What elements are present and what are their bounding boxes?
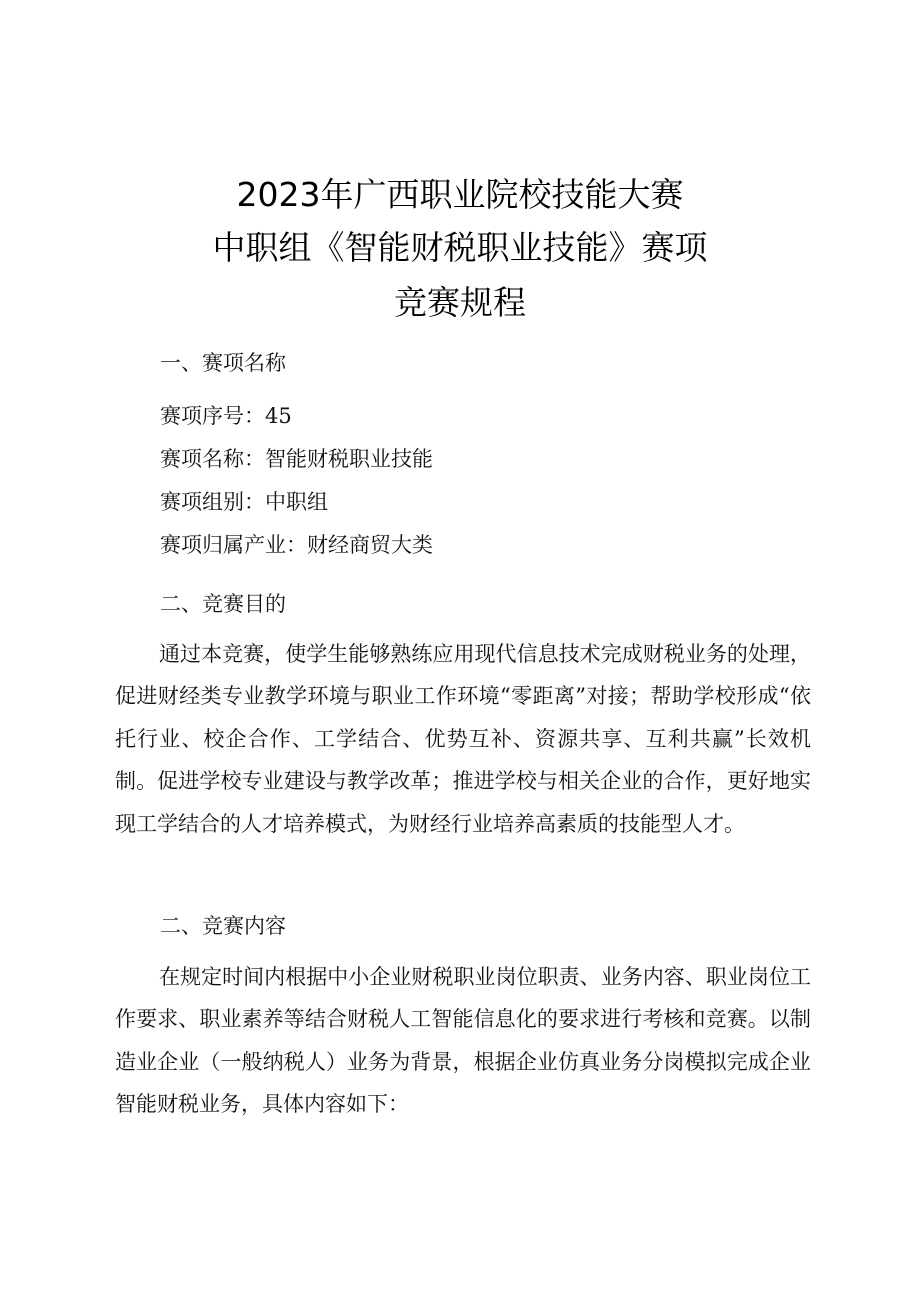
- event-number-line: 赛项序号：45: [160, 404, 292, 428]
- section-heading-event-name: 一、赛项名称: [160, 351, 286, 375]
- doc-title-line-2: 中职组《智能财税职业技能》赛项: [212, 228, 708, 267]
- doc-title-line-1: 2023年广西职业院校技能大赛: [236, 175, 684, 214]
- event-industry-line: 赛项归属产业：财经商贸大类: [160, 533, 433, 557]
- event-group-line: 赛项组别：中职组: [160, 490, 328, 514]
- doc-title-line-3: 竞赛规程: [394, 283, 526, 322]
- purpose-paragraph: 通过本竞赛，使学生能够熟练应用现代信息技术完成财税业务的处理，促进财经类专业教学环境与职业工作环境“零距离”对接；帮助学校形成“依托行业、校企合作、工学结合、优势互补、资源共享、互利共赢”长效机制。促进学校专业建设与教学改革；推进学校与相关企业的合作，更好地实现工学结合的人才培养模式，为财经行业培养高素质的技能型人才。: [115, 642, 811, 836]
- content-paragraph: 在规定时间内根据中小企业财税职业岗位职责、业务内容、职业岗位工作要求、职业素养等结合财税人工智能信息化的要求进行考核和竞赛。以制造业企业（一般纳税人）业务为背景，根据企业仿真业务分岗模拟完成企业智能财税业务，具体内容如下：: [115, 965, 811, 1117]
- section-heading-purpose: 二、竞赛目的: [160, 592, 286, 616]
- event-name-line: 赛项名称：智能财税职业技能: [160, 447, 433, 471]
- section-heading-content: 二、竞赛内容: [160, 914, 286, 938]
